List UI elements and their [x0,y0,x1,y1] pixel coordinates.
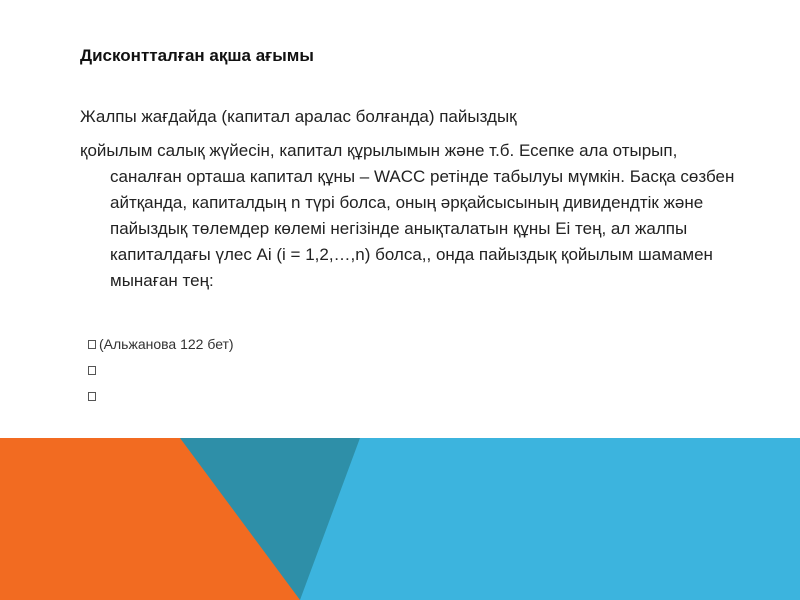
bullet-text: (Альжанова 122 бет) [99,336,234,352]
slide-title: Дисконтталған ақша ағымы [80,46,314,65]
paragraph-intro: Жалпы жағдайда (капитал аралас болғанда) пайыздық [80,107,517,126]
paragraph-body: қойылым салық жүйесін, капитал құрылымын және т.б. Есепке ала отырып, саналған орташа капитал құны – WACC ретінде табылуы мүмкін. Басқа сөзбен айтқанда, капиталдың n түрі болса, оның әрқайсысының дивидендтік және пайыздық төлемдер көлемі негізінде анықталатын құны Ei тең, ал жалпы капиталдағы үлес Ai (i = 1,2,…,n) болса,, онда пайыздық қойылым шамамен мынаған тең: [80,141,735,290]
